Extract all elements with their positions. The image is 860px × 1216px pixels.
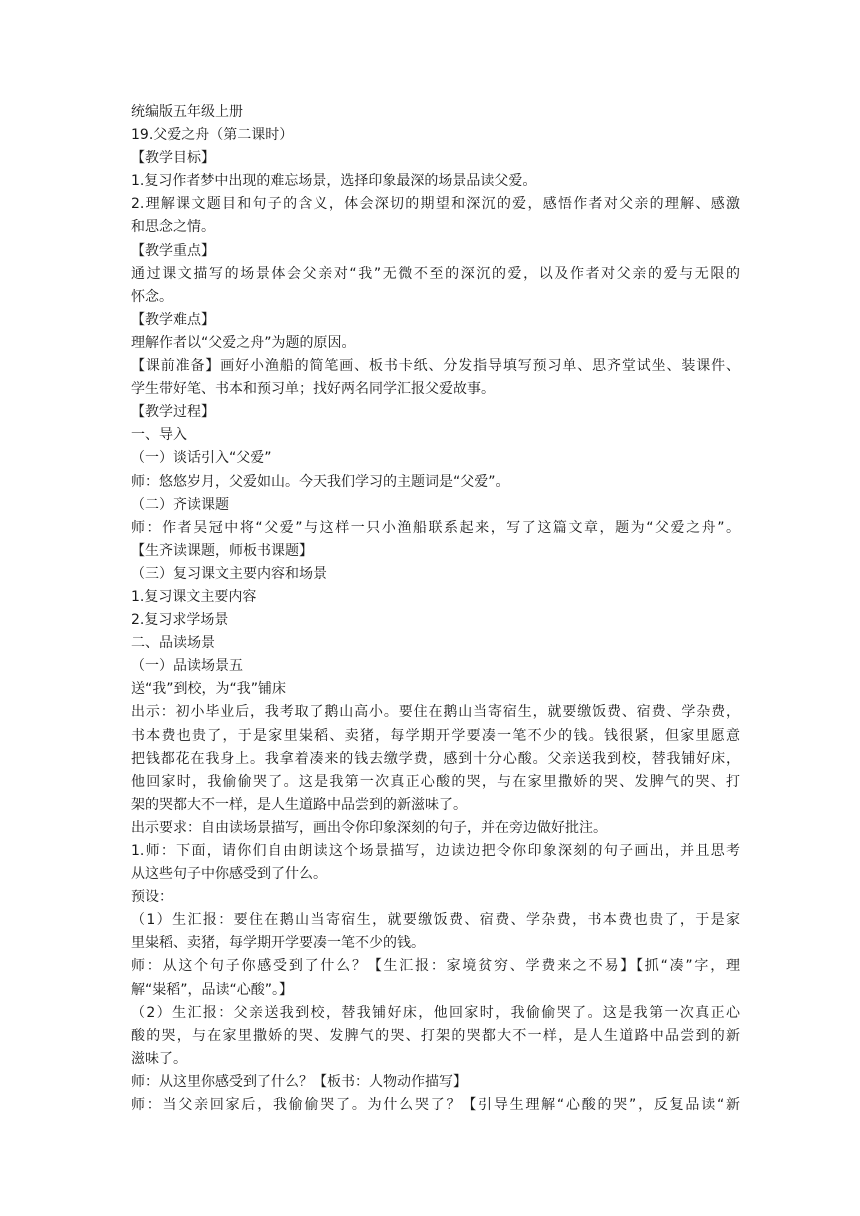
section-heading-key-points: 【教学重点】 bbox=[131, 242, 215, 259]
text-line: 和思念之情。 bbox=[131, 219, 215, 236]
section-heading-goals: 【教学目标】 bbox=[131, 150, 215, 167]
text-line: （2）生汇报：父亲送我到校，替我铺好床，他回家时，我偷偷哭了。这是我第一次真正心 bbox=[131, 1004, 740, 1021]
text-line: 【生齐读课题，师板书课题】 bbox=[131, 542, 313, 559]
text-line: （1）生汇报：要住在鹅山当寄宿生，就要缴饭费、宿费、学杂费，书本费也贵了，于是家 bbox=[131, 912, 740, 929]
text-line: 从这些句子中你感受到了什么。 bbox=[131, 866, 327, 883]
section-heading-difficulties: 【教学难点】 bbox=[131, 311, 215, 328]
text-line: 怀念。 bbox=[131, 288, 173, 305]
text-line: 理解作者以“父爱之舟”为题的原因。 bbox=[131, 334, 356, 351]
text-line: 学生带好笔、书本和预习单；找好两名同学汇报父爱故事。 bbox=[131, 381, 495, 398]
text-line: 出示要求：自由读场景描写，画出令你印象深刻的句子，并在旁边做好批注。 bbox=[131, 819, 607, 836]
text-line: 他回家时，我偷偷哭了。这是我第一次真正心酸的哭，与在家里撒娇的哭、发脾气的哭、打 bbox=[131, 773, 740, 790]
text-line: 1.复习课文主要内容 bbox=[131, 588, 257, 605]
text-line: 【课前准备】画好小渔船的简笔画、板书卡纸、分发指导填写预习单、思齐堂试坐、装课件、 bbox=[131, 358, 740, 375]
sub-heading: （二）齐读课题 bbox=[131, 496, 229, 513]
text-line: 师：从这个句子你感受到了什么？【生汇报：家境贫穷、学费来之不易】【抓“凑”字，理 bbox=[131, 958, 740, 975]
part-heading: 一、导入 bbox=[131, 427, 187, 444]
text-line: 出示：初小毕业后，我考取了鹅山高小。要住在鹅山当寄宿生，就要缴饭费、宿费、学杂费， bbox=[131, 704, 740, 721]
text-line: 2.复习求学场景 bbox=[131, 612, 229, 629]
section-heading-process: 【教学过程】 bbox=[131, 404, 215, 421]
sub-heading: （一）品读场景五 bbox=[131, 658, 243, 675]
text-line: 预设： bbox=[131, 889, 173, 906]
text-line: 送“我”到校，为“我”铺床 bbox=[131, 681, 287, 698]
lesson-title: 19.父爱之舟（第二课时） bbox=[131, 127, 294, 144]
text-line: 把钱都花在我身上。我拿着凑来的钱去缴学费，感到十分心酸。父亲送我到校，替我铺好床， bbox=[131, 750, 740, 767]
text-line: 解“粜稻”，品读“心酸”。】 bbox=[131, 981, 294, 998]
text-line: 师：当父亲回家后，我偷偷哭了。为什么哭了？【引导生理解“心酸的哭”，反复品读“新 bbox=[131, 1097, 740, 1114]
text-line: 师：作者吴冠中将“父爱”与这样一只小渔船联系起来，写了这篇文章，题为“父爱之舟”。 bbox=[131, 519, 740, 536]
text-line: 架的哭都大不一样，是人生道路中品尝到的新滋味了。 bbox=[131, 796, 467, 813]
text-line: 1.复习作者梦中出现的难忘场景，选择印象最深的场景品读父爱。 bbox=[131, 173, 537, 190]
text-line: 通过课文描写的场景体会父亲对“我”无微不至的深沉的爱，以及作者对父亲的爱与无限的 bbox=[131, 265, 740, 282]
sub-heading: （三）复习课文主要内容和场景 bbox=[131, 565, 327, 582]
text-line: 师：从这里你感受到了什么？【板书：人物动作描写】 bbox=[131, 1073, 467, 1090]
text-line: 滋味了。 bbox=[131, 1050, 187, 1067]
part-heading: 二、品读场景 bbox=[131, 635, 215, 652]
text-line: 书本费也贵了，于是家里粜稻、卖猪，每学期开学要凑一笔不少的钱。钱很紧，但家里愿意 bbox=[131, 727, 740, 744]
text-line: 酸的哭，与在家里撒娇的哭、发脾气的哭、打架的哭都大不一样，是人生道路中品尝到的新 bbox=[131, 1027, 740, 1044]
sub-heading: （一）谈话引入“父爱” bbox=[131, 450, 272, 467]
text-line: 里粜稻、卖猪，每学期开学要凑一笔不少的钱。 bbox=[131, 935, 425, 952]
doc-header-grade: 统编版五年级上册 bbox=[131, 104, 243, 120]
document-page bbox=[131, 101, 740, 1117]
text-line: 师：悠悠岁月，父爱如山。今天我们学习的主题词是“父爱”。 bbox=[131, 473, 510, 490]
text-line: 1.师：下面，请你们自由朗读这个场景描写，边读边把令你印象深刻的句子画出，并且思考 bbox=[131, 843, 740, 859]
text-line: 2.理解课文题目和句子的含义，体会深切的期望和深沉的爱，感悟作者对父亲的理解、感激 bbox=[131, 196, 740, 213]
